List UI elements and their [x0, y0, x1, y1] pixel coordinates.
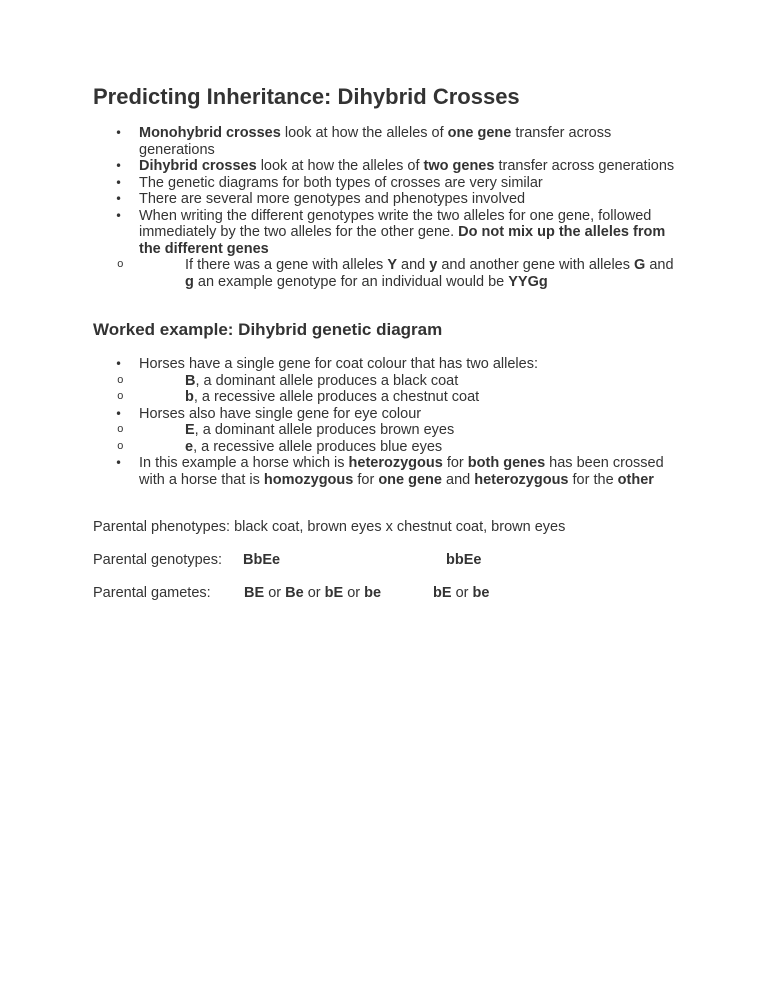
bold-term: other: [617, 471, 654, 488]
gamete: bE: [433, 585, 452, 601]
text: for the: [568, 471, 618, 488]
sub-list: [93, 373, 683, 406]
bold-term: Do not mix up the alleles from the different genes: [139, 224, 666, 257]
genotype: YYGg: [508, 273, 548, 290]
text: There are several more genotypes and phenotypes involved: [139, 191, 526, 207]
or-text: or: [455, 585, 469, 601]
text: If there was a gene with alleles: [185, 257, 388, 273]
parental-gametes-label: Parental gametes:: [93, 585, 211, 601]
page-title: Predicting Inheritance: Dihybrid Crosses: [93, 84, 520, 109]
genotype-parent-1: BbEe: [243, 552, 281, 568]
bold-term: two genes: [423, 158, 495, 174]
text: When writing the different genotypes write the two alleles for one gene, followed immediately by the two alleles for the other gene.: [139, 207, 652, 240]
sub-list-item: [93, 257, 683, 290]
text: for: [353, 471, 379, 488]
allele: Y: [387, 257, 397, 273]
text: and: [396, 257, 430, 273]
bold-term: heterozygous: [474, 471, 569, 488]
list-item: [93, 175, 683, 192]
text: In this example a horse which is: [139, 455, 349, 471]
gametes-parent-1: [244, 585, 381, 601]
text: for: [442, 455, 468, 471]
text: transfer across generations: [494, 158, 675, 174]
text: look at how the alleles of: [256, 158, 424, 174]
example-list: [93, 356, 683, 488]
bold-term: one gene: [447, 125, 512, 141]
sub-list-item: [93, 373, 683, 390]
text: has been crossed with a horse that is: [139, 455, 664, 488]
sub-list-item: [93, 422, 683, 439]
text: Horses also have single gene for eye colour: [139, 405, 422, 422]
list-item: [93, 356, 683, 406]
gamete: be: [364, 585, 382, 601]
list-item: [93, 208, 683, 291]
text: , a dominant allele produces a black coat: [195, 372, 459, 389]
sub-list-item: [93, 439, 683, 456]
bold-term: heterozygous: [348, 455, 443, 471]
section-heading: Worked example: Dihybrid genetic diagram: [93, 320, 443, 339]
text: , a recessive allele produces a chestnut coat: [193, 389, 480, 405]
bold-term: homozygous: [263, 471, 354, 488]
allele: b: [185, 389, 194, 405]
list-item: [93, 191, 683, 208]
text: and: [645, 257, 674, 273]
text: transfer across generations: [139, 125, 612, 158]
text: Horses have a single gene for coat colour that has two alleles:: [139, 356, 538, 372]
text: , a dominant allele produces brown eyes: [194, 422, 455, 438]
text: look at how the alleles of: [280, 125, 448, 141]
gamete: Be: [285, 585, 304, 601]
parental-genotypes-label: Parental genotypes:: [93, 552, 222, 568]
allele: E: [185, 422, 195, 438]
list-item: [93, 455, 683, 488]
text: The genetic diagrams for both types of crosses are very similar: [139, 174, 543, 191]
list-item: [93, 125, 683, 158]
list-item: [93, 158, 683, 175]
or-text: or: [268, 585, 282, 601]
intro-list: [93, 125, 683, 290]
or-text: or: [307, 585, 321, 601]
allele: G: [634, 257, 646, 273]
sub-list: [93, 422, 683, 455]
sub-list: [93, 257, 683, 290]
sub-list-item: [93, 389, 683, 406]
bold-term: Monohybrid crosses: [139, 125, 281, 141]
allele: g: [185, 273, 194, 290]
parental-phenotypes: Parental phenotypes: black coat, brown eyes x chestnut coat, brown eyes: [93, 519, 566, 535]
text: an example genotype for an individual would be: [193, 273, 509, 290]
text: , a recessive allele produces blue eyes: [193, 438, 443, 455]
text: and another gene with alleles: [437, 257, 635, 273]
list-item: [93, 406, 683, 456]
gamete: be: [472, 585, 490, 601]
bold-term: Dihybrid crosses: [139, 158, 257, 174]
allele: B: [185, 372, 196, 389]
gamete: bE: [324, 585, 344, 601]
genotype-parent-2: bbEe: [446, 552, 482, 568]
or-text: or: [347, 585, 361, 601]
gametes-parent-2: [433, 585, 489, 601]
text: and: [441, 471, 475, 488]
allele: y: [429, 257, 438, 273]
allele: e: [185, 438, 194, 455]
bold-term: both genes: [467, 455, 546, 471]
gamete: BE: [244, 585, 265, 601]
bold-term: one gene: [378, 471, 442, 488]
